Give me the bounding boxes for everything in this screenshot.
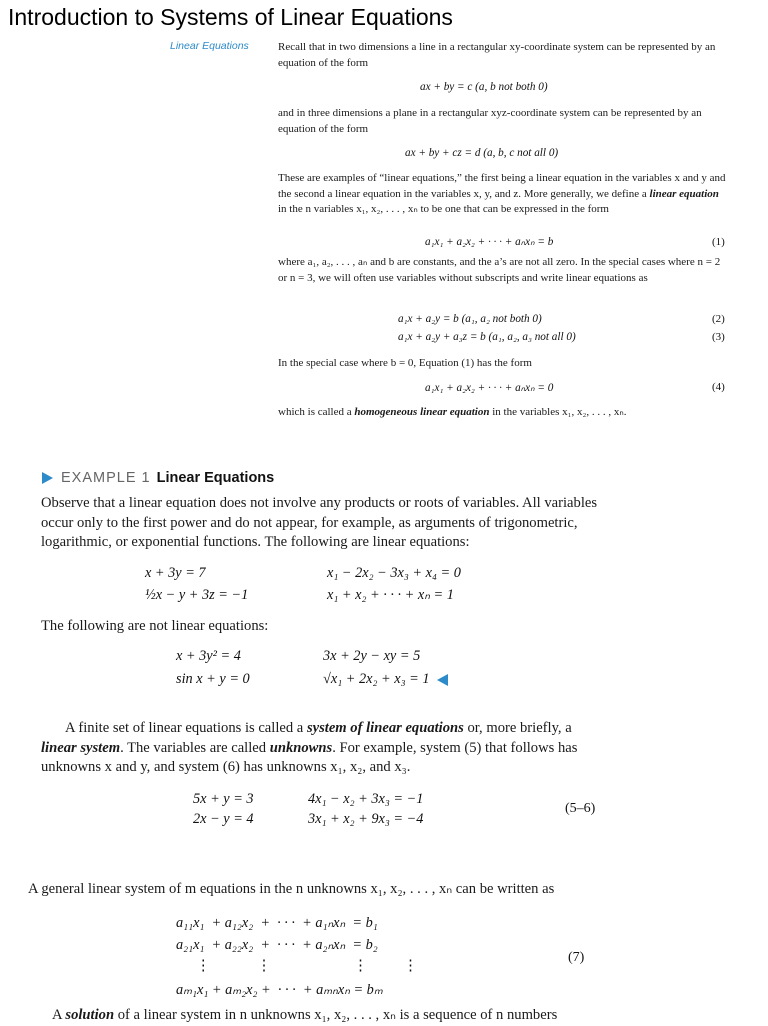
system-paragraph: A finite set of linear equations is called a system of linear equations or, more briefly, a linear system. The variables are called unknowns. For example, system (5) that follows has unknowns x and y, and system (6) has unknowns x₁, x₂, and x₃. [41,720,578,775]
equation-4: a₁x₁ + a₂x₂ + · · · + aₙxₙ = 0 [425,382,554,394]
linear-eq-3: x₁ − 2x₂ − 3x₃ + x₄ = 0 [327,565,461,581]
nonlinear-eq-2: sin x + y = 0 [176,671,250,687]
intro-paragraph-3: These are examples of “linear equations,” the first being a linear equation in the variables x and y and the second a linear equation in the variables x, y, and z. More generally, we define a linear equation in the n variables x₁, x₂, . . . , xₙ to be one that can be expressed in the form [278,172,726,215]
page-title: Introduction to Systems of Linear Equations [8,4,453,30]
equation-2: a₁x + a₂y = b (a₁, a₂ not both 0) [398,313,542,325]
system-5-6-number: (5–6) [565,801,596,816]
term-linear-system: linear system [41,739,121,756]
equation-3: a₁x + a₂y + a₃z = b (a₁, a₂, a₃ not all 0) [398,331,576,343]
term-homogeneous: homogeneous linear equation [354,406,490,418]
example-triangle-icon [42,472,53,484]
linear-eq-2: ½x − y + 3z = −1 [145,587,249,603]
equation-line: ax + by = c (a, b not both 0) [420,81,548,93]
general-row-m: aₘ₁x₁ + aₘ₂x₂ + · · · + aₘₙxₙ = bₘ [176,982,383,998]
general-number: (7) [568,950,585,965]
side-label: Linear Equations [170,40,249,52]
system-6-row-2: 3x₁ + x₂ + 9x₃ = −4 [308,811,424,827]
term-unknowns: unknowns [269,739,333,756]
nonlinear-eq-4-row [323,671,448,688]
example-heading [42,470,274,486]
system-5-row-2: 2x − y = 4 [193,811,254,827]
example-title: Linear Equations [156,470,275,486]
term-linear-equation: linear equation [649,187,719,200]
solution-paragraph: A solution of a linear system in n unknowns x₁, x₂, . . . , xₙ is a sequence of n numbers [52,1007,558,1023]
equation-1-number: (1) [712,236,725,248]
example-paragraph-1: Observe that a linear equation does not involve any products or roots of variables. All variables occur only to the first power and do not appear, for example, as arguments of trigonometric, logarithmic, or exponential functions. The following are linear equations: [41,495,598,550]
intro-paragraph-6: which is called a homogeneous linear equation in the variables x₁, x₂, . . . , xₙ. [278,406,627,418]
example-number: EXAMPLE 1 [61,470,151,486]
system-5-row-1: 5x + y = 3 [193,791,254,807]
equation-3-number: (3) [712,331,725,343]
equation-4-number: (4) [712,381,725,393]
general-row-1: a₁₁x₁ + a₁₂x₂ + · · · + a₁ₙxₙ = b₁ [176,915,378,931]
equation-1: a₁x₁ + a₂x₂ + · · · + aₙxₙ = b [425,236,554,248]
general-row-2: a₂₁x₁ + a₂₂x₂ + · · · + a₂ₙxₙ = b₂ [176,937,378,953]
intro-paragraph-5: In the special case where b = 0, Equation (1) has the form [278,357,532,369]
linear-eq-1: x + 3y = 7 [145,565,206,581]
system-6-row-1: 4x₁ − x₂ + 3x₃ = −1 [308,791,424,807]
nonlinear-eq-4: √x₁ + 2x₂ + x₃ = 1 [323,671,430,687]
example-end-triangle-icon [437,674,448,686]
nonlinear-eq-3: 3x + 2y − xy = 5 [323,648,421,664]
equation-plane: ax + by + cz = d (a, b, c not all 0) [405,147,559,159]
example-paragraph-2: The following are not linear equations: [41,618,269,634]
general-paragraph: A general linear system of m equations in the n unknowns x₁, x₂, . . . , xₙ can be written as [28,881,555,897]
intro-paragraph-4: where a₁, a₂, . . . , aₙ and b are constants, and the a’s are not all zero. In the special cases where n = 2 or n = 3, we will often use variables without subscripts and write linear equations as [278,256,721,284]
equation-2-number: (2) [712,313,725,325]
term-solution: solution [65,1007,115,1023]
intro-paragraph-1: Recall that in two dimensions a line in a rectangular xy-coordinate system can be represented by an equation of the form [278,41,716,69]
intro-paragraph-2: and in three dimensions a plane in a rectangular xyz-coordinate system can be represented by an equation of the form [278,107,702,135]
general-row-dots: ⋮ ⋮ ⋮ ⋮ [196,958,418,974]
nonlinear-eq-1: x + 3y² = 4 [176,648,241,664]
term-system: system of linear equations [306,720,464,736]
linear-eq-4: x₁ + x₂ + · · · + xₙ = 1 [327,587,454,603]
